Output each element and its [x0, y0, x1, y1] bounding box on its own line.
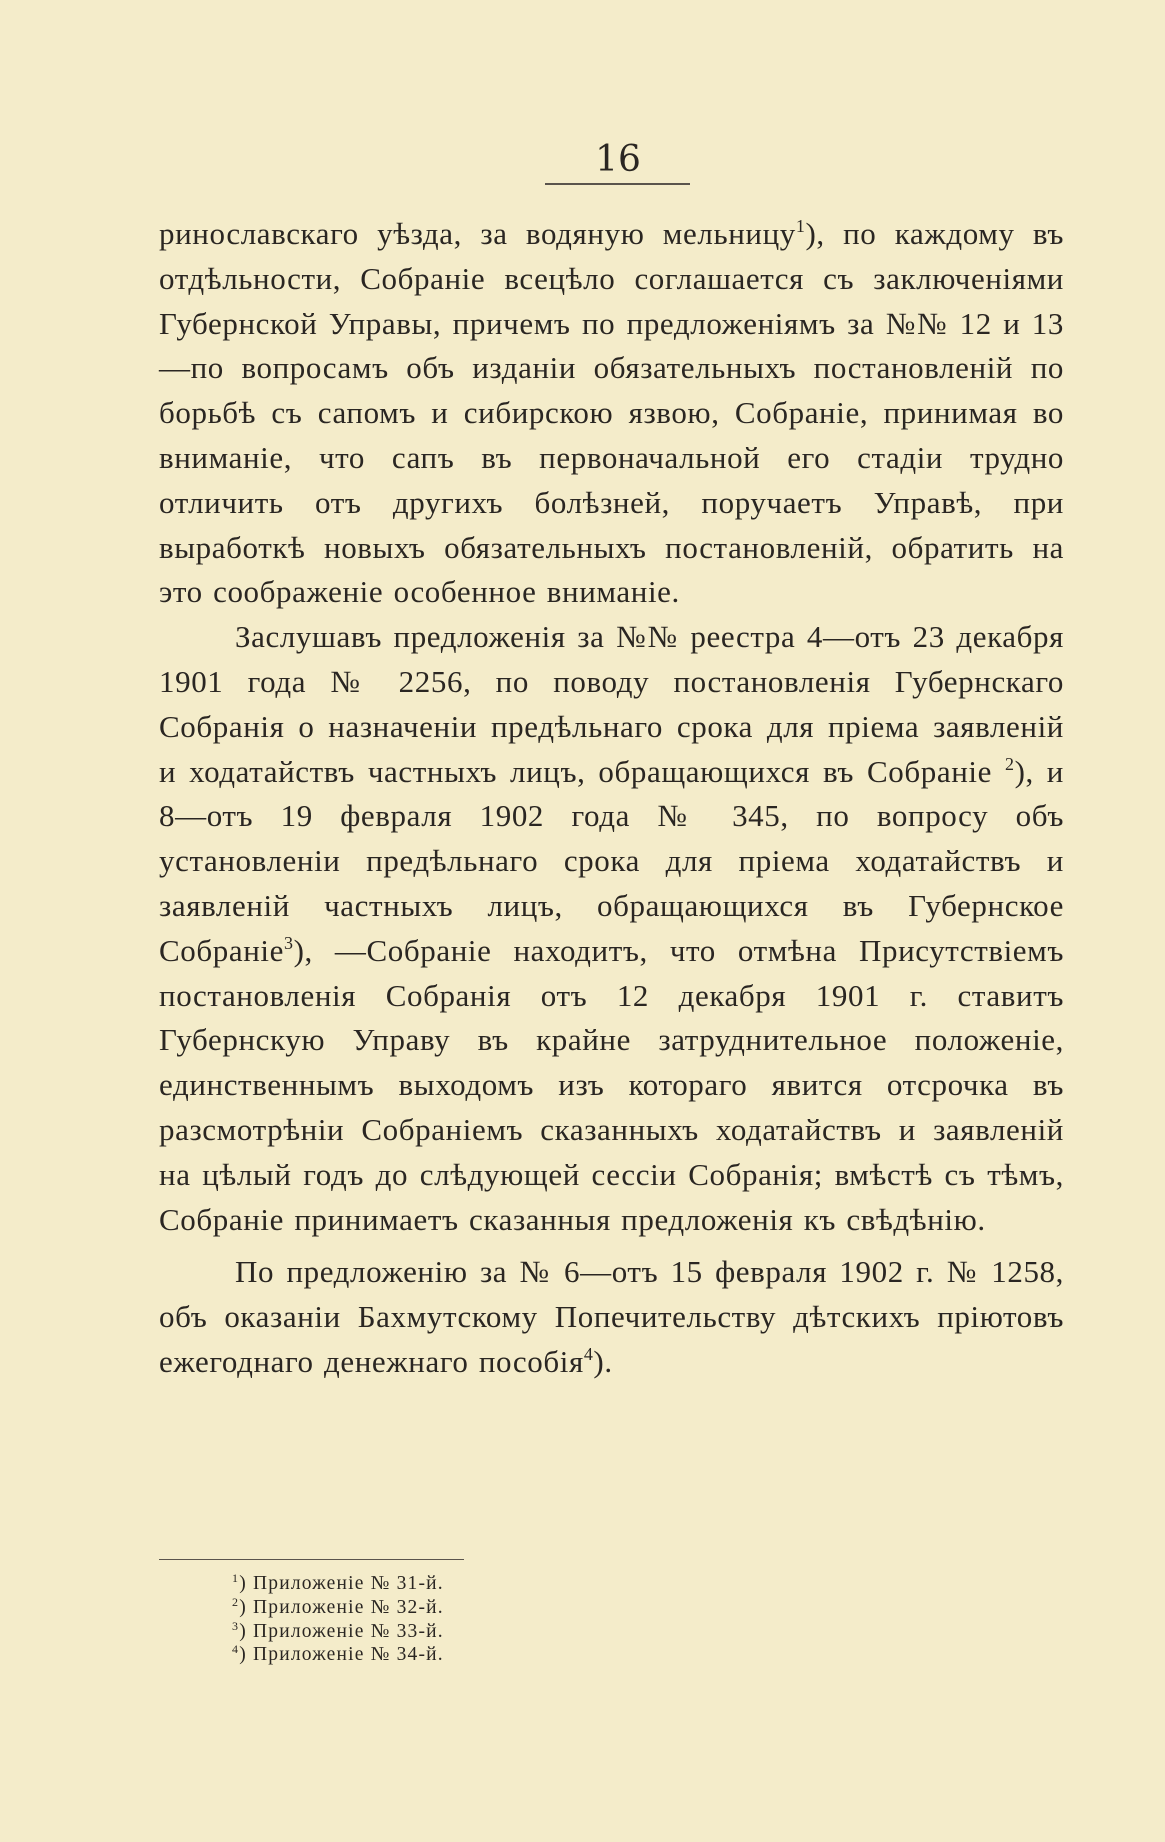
footnote-ref-4: 4: [583, 1343, 594, 1364]
footnote-1-mark: 1: [232, 1571, 240, 1585]
paragraph-3-text-a: По предложенію за № 6—отъ 15 февраля 1902 г. № 1258, объ оказаніи Бахмутскому Попечительству дѣтскихъ пріютовъ ежегоднаго денежнаго пособія: [159, 1254, 1064, 1379]
footnote-2: [232, 1596, 444, 1620]
footnote-rule: [159, 1559, 464, 1560]
page-number-rule: [545, 183, 690, 185]
footnote-ref-3: 3: [283, 932, 294, 953]
page-number: 16: [595, 139, 641, 180]
paragraph-2-text-a: Заслушавъ предложенія за №№ реестра 4—отъ 23 декабря 1901 года № 2256, по поводу постановленія Губернскаго Собранія о назначеніи предѣльнаго срока для пріема заявленій и ходатайствъ частныхъ лицъ, обращающихся въ Собраніе: [159, 619, 1064, 789]
footnote-ref-2: 2: [1004, 753, 1015, 774]
paragraph-2-text-c: ), —Собраніе находитъ, что отмѣна Присутствіемъ постановленія Собранія отъ 12 декабря 1901 г. ставитъ Губернскую Управу въ крайне затруднительное положеніе, единственнымъ выходомъ изъ котораго явится отсрочка въ разсмотрѣніи Собраніемъ сказанныхъ ходатайствъ и заявленій на цѣлый годъ до слѣдующей сессіи Собранія; вмѣстѣ съ тѣмъ, Собраніе принимаетъ сказанныя предложенія къ свѣдѣнію.: [159, 932, 1064, 1237]
footnote-1-text: ) Приложеніе № 31-й.: [239, 1573, 444, 1594]
footnote-2-mark: 2: [232, 1594, 240, 1609]
footnote-2-text: ) Приложеніе № 32-й.: [239, 1596, 444, 1618]
paragraph-3: [159, 1250, 1064, 1384]
paragraph-3-text-b: ).: [593, 1343, 613, 1379]
paragraph-1-text-a: ринославскаго уѣзда, за водяную мельницу: [159, 216, 796, 251]
body-text: [159, 212, 1064, 1385]
paragraph-2-text-b: ), и 8—отъ 19 февраля 1902 года № 345, по вопросу объ установленіи предѣльнаго срока для пріема ходатайствъ и заявленій частныхъ лицъ, обращающихся въ Губернское Собраніе: [159, 753, 1064, 968]
footnotes: [232, 1572, 444, 1667]
footnote-3: [232, 1620, 444, 1644]
footnote-4-mark: 4: [232, 1642, 240, 1657]
footnote-1: [232, 1572, 444, 1596]
paragraph-1: [159, 212, 1064, 615]
footnote-3-mark: 3: [232, 1618, 240, 1633]
footnote-4-text: ) Приложеніе № 34-й.: [239, 1644, 444, 1666]
paragraph-1-text-b: ), по каждому въ отдѣльности, Собраніе всецѣло соглашается съ заключеніями Губернской Управы, причемъ по предложеніямъ за №№ 12 и 13—по вопросамъ объ изданіи обязательныхъ постановленій по борьбѣ съ сапомъ и сибирскою язвою, Собраніе, принимая во вниманіе, что сапъ въ первоначальной его стадіи трудно отличить отъ другихъ болѣзней, поручаетъ Управѣ, при выработкѣ новыхъ обязательныхъ постановленій, обратить на это соображеніе особенное вниманіе.: [159, 216, 1064, 610]
footnote-4: [232, 1643, 444, 1667]
footnote-3-text: ) Приложеніе № 33-й.: [239, 1620, 444, 1642]
paragraph-2: [159, 615, 1064, 1242]
footnote-ref-1: 1: [795, 216, 806, 236]
